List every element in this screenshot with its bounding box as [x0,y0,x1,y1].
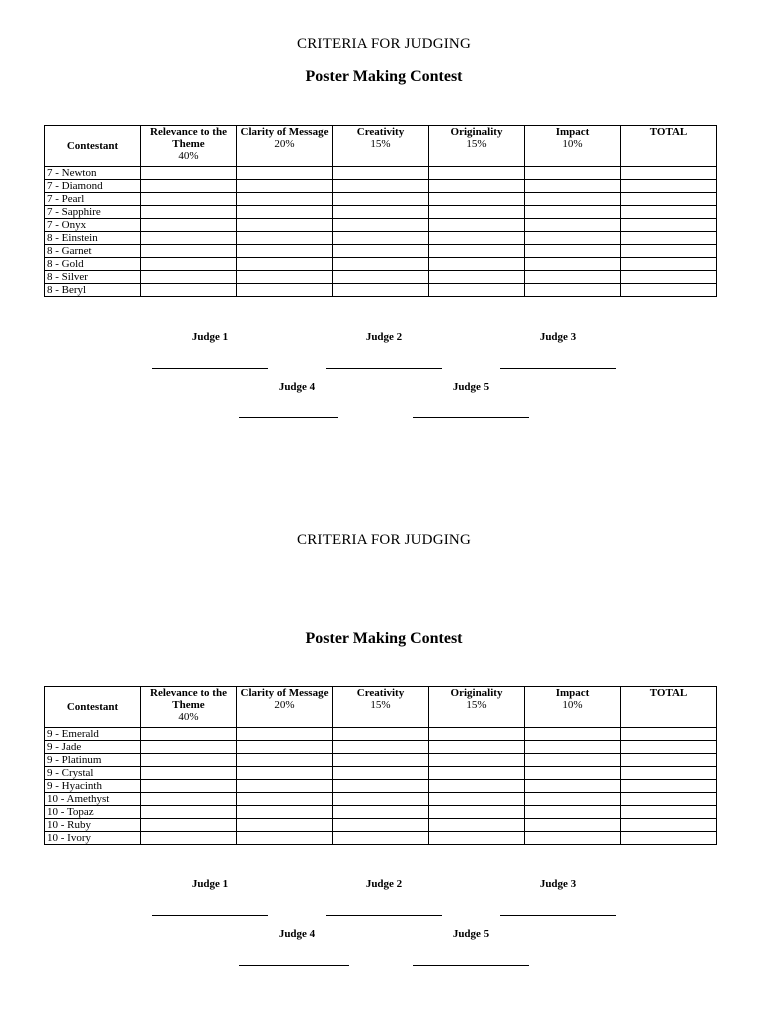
column-header-label: Originality [450,687,503,699]
contestant-name: 9 - Hyacinth [45,780,141,793]
table-row [45,206,717,219]
score-cell[interactable] [621,193,717,206]
contestant-name: 10 - Topaz [45,806,141,819]
score-cell[interactable] [429,806,525,819]
score-cell[interactable] [525,271,621,284]
table-body [45,167,717,297]
score-cell[interactable] [621,741,717,754]
column-header-clarity [237,687,333,728]
score-cell[interactable] [621,219,717,232]
table-row [45,258,717,271]
judge-5-label: Judge 5 [452,928,490,940]
score-cell[interactable] [525,793,621,806]
score-cell[interactable] [333,741,429,754]
score-cell[interactable] [141,754,237,767]
score-cell[interactable] [525,806,621,819]
table-row [45,741,717,754]
score-cell[interactable] [237,193,333,206]
criteria-title: CRITERIA FOR JUDGING [296,36,471,52]
table-row [45,284,717,297]
score-cell[interactable] [237,728,333,741]
column-weight: 15% [466,138,487,150]
score-cell[interactable] [333,245,429,258]
score-cell[interactable] [621,754,717,767]
score-cell[interactable] [333,832,429,845]
table-row [45,780,717,793]
score-cell[interactable] [141,232,237,245]
score-cell[interactable] [237,780,333,793]
score-cell[interactable] [621,245,717,258]
judge-5-signature-line[interactable] [413,417,529,418]
score-cell[interactable] [621,819,717,832]
column-weight: 20% [274,699,295,711]
score-cell[interactable] [525,832,621,845]
score-cell[interactable] [525,245,621,258]
score-cell[interactable] [429,741,525,754]
judge-2-signature-line[interactable] [326,368,442,369]
score-cell[interactable] [141,271,237,284]
column-weight: 10% [562,138,583,150]
contestant-name: 7 - Diamond [45,180,141,193]
column-weight: 20% [274,138,295,150]
score-cell[interactable] [141,832,237,845]
score-cell[interactable] [525,767,621,780]
contestant-name: 9 - Jade [45,741,141,754]
score-cell[interactable] [429,832,525,845]
contestant-name: 7 - Sapphire [45,206,141,219]
contestant-name: 8 - Einstein [45,232,141,245]
table-row [45,754,717,767]
score-cell[interactable] [621,258,717,271]
score-cell[interactable] [621,206,717,219]
score-cell[interactable] [525,219,621,232]
score-cell[interactable] [237,271,333,284]
score-cell[interactable] [429,206,525,219]
table-row [45,767,717,780]
score-cell[interactable] [237,741,333,754]
contest-title: Poster Making Contest [305,68,463,85]
contestant-name: 7 - Pearl [45,193,141,206]
score-cell[interactable] [525,258,621,271]
contestant-name: 7 - Onyx [45,219,141,232]
score-cell[interactable] [141,819,237,832]
score-cell[interactable] [621,780,717,793]
score-cell[interactable] [237,793,333,806]
score-cell[interactable] [621,728,717,741]
score-cell[interactable] [237,219,333,232]
score-cell[interactable] [429,767,525,780]
score-cell[interactable] [237,180,333,193]
score-cell[interactable] [141,284,237,297]
judging-table [44,686,717,845]
judge-5-label: Judge 5 [452,381,490,393]
score-cell[interactable] [333,780,429,793]
criteria-title: CRITERIA FOR JUDGING [296,532,471,548]
score-cell[interactable] [621,284,717,297]
contest-title: Poster Making Contest [305,630,463,647]
column-weight: 40% [178,150,199,162]
score-cell[interactable] [141,793,237,806]
score-cell[interactable] [621,232,717,245]
score-cell[interactable] [237,232,333,245]
column-header-label: Originality [450,126,503,138]
score-cell[interactable] [237,245,333,258]
judge-4-signature-line[interactable] [239,417,338,418]
score-cell[interactable] [429,284,525,297]
column-header-clarity [237,126,333,167]
score-cell[interactable] [525,232,621,245]
judge-3-signature-line[interactable] [500,915,616,916]
score-cell[interactable] [333,232,429,245]
table-row [45,193,717,206]
score-cell[interactable] [333,206,429,219]
column-header-label: Relevance to the Theme [150,126,227,150]
score-cell[interactable] [237,819,333,832]
score-cell[interactable] [141,258,237,271]
score-cell[interactable] [621,793,717,806]
judge-1-signature-line[interactable] [152,368,268,369]
contestant-name: 9 - Emerald [45,728,141,741]
table-row [45,219,717,232]
score-cell[interactable] [525,284,621,297]
score-cell[interactable] [333,819,429,832]
score-cell[interactable] [429,780,525,793]
score-cell[interactable] [525,780,621,793]
score-cell[interactable] [333,806,429,819]
column-header-originality [429,687,525,728]
table-row [45,819,717,832]
score-cell[interactable] [333,754,429,767]
score-cell[interactable] [429,754,525,767]
score-cell[interactable] [525,193,621,206]
judging-table [44,125,717,297]
score-cell[interactable] [237,754,333,767]
table-row [45,232,717,245]
column-header-creativity [333,687,429,728]
table-header-row [45,687,717,728]
column-weight: 10% [562,699,583,711]
judge-2-signature-line[interactable] [326,915,442,916]
score-cell[interactable] [237,258,333,271]
judge-4-label: Judge 4 [278,381,316,393]
column-header-label: Clarity of Message [240,126,329,138]
score-cell[interactable] [525,180,621,193]
score-cell[interactable] [237,806,333,819]
score-cell[interactable] [333,271,429,284]
judge-1-label: Judge 1 [191,878,229,890]
column-header-impact [525,126,621,167]
score-cell[interactable] [429,245,525,258]
judge-3-label: Judge 3 [539,331,577,343]
score-cell[interactable] [429,793,525,806]
score-cell[interactable] [621,180,717,193]
column-weight: 15% [370,138,391,150]
score-cell[interactable] [429,180,525,193]
score-cell[interactable] [621,806,717,819]
judge-2-label: Judge 2 [365,331,403,343]
contestant-name: 9 - Crystal [45,767,141,780]
score-cell[interactable] [525,728,621,741]
column-header-label: Creativity [356,126,405,138]
score-cell[interactable] [333,284,429,297]
score-cell[interactable] [141,728,237,741]
score-cell[interactable] [429,219,525,232]
judge-1-signature-line[interactable] [152,915,268,916]
judge-3-signature-line[interactable] [500,368,616,369]
score-cell[interactable] [525,819,621,832]
score-cell[interactable] [429,232,525,245]
score-cell[interactable] [621,167,717,180]
judge-4-label: Judge 4 [278,928,316,940]
table-row [45,180,717,193]
table-row [45,728,717,741]
column-header-originality [429,126,525,167]
contestant-name: 10 - Ivory [45,832,141,845]
table-row [45,271,717,284]
table-row [45,832,717,845]
score-cell[interactable] [429,258,525,271]
score-cell[interactable] [525,167,621,180]
contestant-name: 10 - Ruby [45,819,141,832]
score-cell[interactable] [333,728,429,741]
contestant-name: 9 - Platinum [45,754,141,767]
table-header-row [45,126,717,167]
column-header-label: Clarity of Message [240,687,329,699]
score-cell[interactable] [141,167,237,180]
column-weight: 40% [178,711,199,723]
judge-1-label: Judge 1 [191,331,229,343]
column-header-label: Creativity [356,687,405,699]
table-body [45,728,717,845]
column-header-total: TOTAL [621,687,717,728]
score-cell[interactable] [429,819,525,832]
contestant-name: 7 - Newton [45,167,141,180]
score-cell[interactable] [525,206,621,219]
score-cell[interactable] [621,767,717,780]
contestant-name: 8 - Silver [45,271,141,284]
contestant-name: 8 - Gold [45,258,141,271]
score-cell[interactable] [141,780,237,793]
column-header-label: Impact [555,126,590,138]
score-cell[interactable] [141,193,237,206]
column-header-label: Impact [555,687,590,699]
score-cell[interactable] [333,767,429,780]
contestant-name: 8 - Garnet [45,245,141,258]
score-cell[interactable] [237,167,333,180]
contestant-name: 10 - Amethyst [45,793,141,806]
judge-5-signature-line[interactable] [413,965,529,966]
column-header-label: Relevance to the Theme [150,687,227,711]
judge-2-label: Judge 2 [365,878,403,890]
score-cell[interactable] [621,271,717,284]
score-cell[interactable] [429,271,525,284]
table-row [45,806,717,819]
contestant-name: 8 - Beryl [45,284,141,297]
judge-3-label: Judge 3 [539,878,577,890]
judge-4-signature-line[interactable] [239,965,349,966]
score-cell[interactable] [237,832,333,845]
column-weight: 15% [466,699,487,711]
column-header-relevance [141,126,237,167]
score-cell[interactable] [333,793,429,806]
column-header-creativity [333,126,429,167]
score-cell[interactable] [333,180,429,193]
score-cell[interactable] [525,741,621,754]
score-cell[interactable] [141,806,237,819]
score-cell[interactable] [525,754,621,767]
score-cell[interactable] [429,167,525,180]
score-cell[interactable] [237,206,333,219]
score-cell[interactable] [333,167,429,180]
table-row [45,167,717,180]
score-cell[interactable] [429,728,525,741]
score-cell[interactable] [237,767,333,780]
score-cell[interactable] [141,180,237,193]
score-cell[interactable] [333,219,429,232]
score-cell[interactable] [333,258,429,271]
score-cell[interactable] [429,193,525,206]
table-row [45,793,717,806]
column-header-impact [525,687,621,728]
score-cell[interactable] [141,767,237,780]
score-cell[interactable] [141,741,237,754]
table-row [45,245,717,258]
column-weight: 15% [370,699,391,711]
score-cell[interactable] [333,193,429,206]
score-cell[interactable] [141,206,237,219]
column-header-contestant: Contestant [45,126,141,167]
column-header-total: TOTAL [621,126,717,167]
column-header-contestant: Contestant [45,687,141,728]
score-cell[interactable] [141,245,237,258]
column-header-relevance [141,687,237,728]
score-cell[interactable] [621,832,717,845]
score-cell[interactable] [237,284,333,297]
score-cell[interactable] [141,219,237,232]
